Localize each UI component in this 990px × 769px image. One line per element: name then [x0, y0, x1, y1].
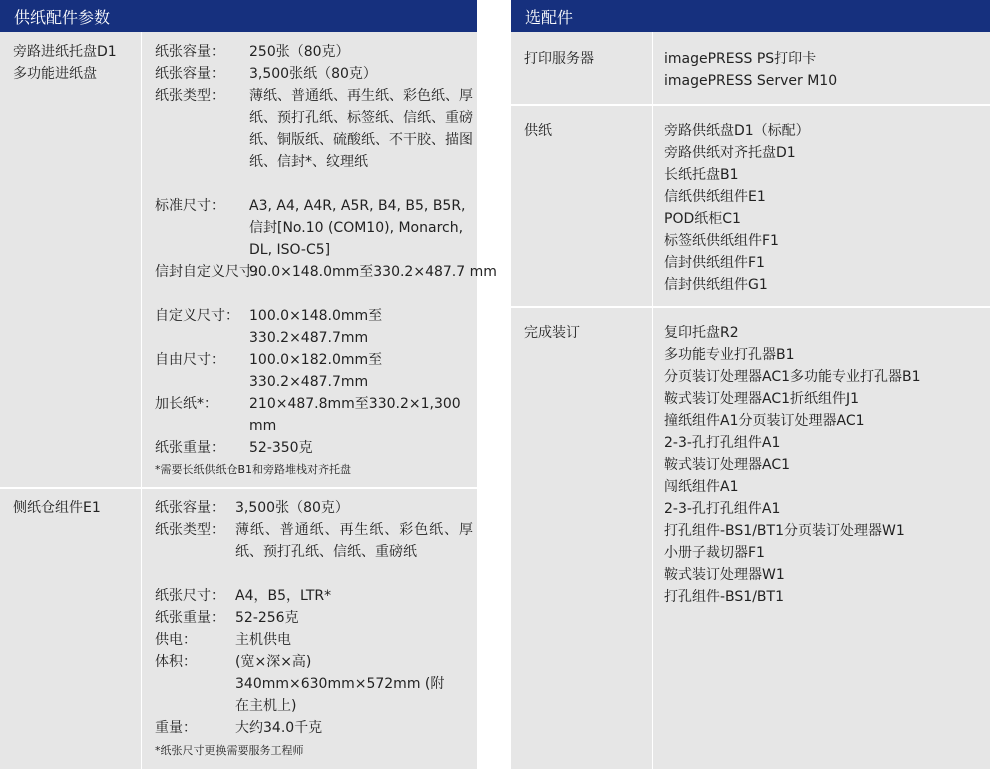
row-divider	[511, 306, 990, 308]
spec-key: 纸张重量：	[155, 440, 225, 456]
spec-key: 纸张类型：	[155, 88, 225, 104]
spec-key: 纸张类型：	[155, 522, 225, 538]
spec-key: 自由尺寸：	[155, 352, 225, 368]
column-divider	[652, 32, 653, 769]
option-item: 闯纸组件A1	[664, 479, 739, 495]
spec-row	[155, 393, 473, 437]
option-item: 标签纸供纸组件F1	[664, 233, 779, 249]
section-name: 旁路进纸托盘D1 多功能进纸盘	[13, 44, 117, 82]
spec-key: 供电：	[155, 632, 197, 648]
spec-row	[155, 63, 473, 85]
spec-value: 100.0×182.0mm至330.2×487.7mm	[249, 352, 383, 390]
column-divider	[141, 32, 142, 769]
option-item: 信纸供纸组件E1	[664, 189, 766, 205]
spec-row	[155, 195, 473, 261]
spec-value: 薄纸、普通纸、再生纸、彩色纸、厚纸、预打孔纸、标签纸、信纸、重磅纸、铜版纸、硫酸纸、不干胶、描图纸、信封*、纹理纸	[249, 88, 473, 170]
options-panel	[511, 0, 990, 769]
spec-row	[155, 41, 473, 63]
option-item: imagePRESS PS打印卡	[664, 51, 817, 67]
spec-value: A4，B5，LTR*	[235, 588, 332, 604]
option-item: 长纸托盘B1	[664, 167, 739, 183]
spec-value	[155, 261, 497, 283]
spec-value: (宽×深×高) 340mm×630mm×572mm (附在主机上)	[235, 654, 445, 714]
spec-value: 250张（80克）	[249, 44, 350, 60]
spec-row	[155, 85, 473, 173]
option-item: 鞍式装订处理器AC1折纸组件J1	[664, 391, 860, 407]
spec-key: 纸张尺寸：	[155, 588, 225, 604]
spec-key: 纸张容量：	[155, 66, 225, 82]
spec-value: 大约34.0千克	[235, 720, 323, 736]
spec-key: 体积：	[155, 654, 197, 670]
spec-row	[155, 261, 497, 283]
category-label: 完成装订	[524, 325, 580, 341]
panel-title: 选配件	[511, 0, 990, 32]
row-divider	[0, 487, 477, 489]
spec-value-text: 90.0×148.0mm至330.2×487.7 mm	[249, 264, 497, 280]
spec-row	[155, 349, 473, 393]
spec-row	[155, 717, 473, 739]
option-item: 信封供纸组件F1	[664, 255, 765, 271]
option-item: 旁路供纸盘D1（标配）	[664, 123, 810, 139]
option-item: 多功能专业打孔器B1	[664, 347, 795, 363]
category-label: 供纸	[524, 123, 552, 139]
spec-key: 自定义尺寸：	[155, 308, 239, 324]
option-item: 2-3-孔打孔组件A1	[664, 435, 781, 451]
option-item: 撞纸组件A1分页装订处理器AC1	[664, 413, 865, 429]
option-item: 信封供纸组件G1	[664, 277, 768, 293]
spec-key: 标准尺寸：	[155, 198, 225, 214]
footnote: *需要长纸供纸仓B1和旁路堆栈对齐托盘	[155, 463, 352, 476]
spec-key: 加长纸*：	[155, 396, 218, 412]
spec-row	[155, 585, 473, 607]
spec-value: 主机供电	[235, 632, 291, 648]
section-name: 侧纸仓组件E1	[13, 500, 101, 516]
category-label: 打印服务器	[524, 51, 594, 67]
spec-key: 纸张重量：	[155, 610, 225, 626]
spec-row	[155, 497, 473, 519]
spec-row	[155, 629, 473, 651]
spec-row	[155, 607, 473, 629]
spec-value: 52-350克	[249, 440, 313, 456]
row-divider	[511, 104, 990, 106]
option-item: 打孔组件-BS1/BT1	[664, 589, 784, 605]
option-item: imagePRESS Server M10	[664, 73, 838, 89]
option-item: 鞍式装订处理器AC1	[664, 457, 791, 473]
option-item: 鞍式装订处理器W1	[664, 567, 785, 583]
spec-value: A3, A4, A4R, A5R, B4, B5, B5R, 信封[No.10 (COM10), Monarch, DL, ISO-C5]	[249, 198, 466, 258]
spec-key: 纸张容量：	[155, 44, 225, 60]
option-item: 打孔组件-BS1/BT1分页装订处理器W1	[664, 523, 905, 539]
spec-key: 纸张容量：	[155, 500, 225, 516]
option-item: 旁路供纸对齐托盘D1	[664, 145, 796, 161]
spec-value: 3,500张（80克）	[235, 500, 349, 516]
spec-value: 210×487.8mm至330.2×1,300mm	[249, 396, 461, 434]
option-item: POD纸柜C1	[664, 211, 741, 227]
spec-row	[155, 519, 473, 563]
spec-value: 3,500张纸（80克）	[249, 66, 377, 82]
spec-key: 重量：	[155, 720, 197, 736]
option-item: 小册子裁切器F1	[664, 545, 765, 561]
panel-title: 供纸配件参数	[0, 0, 477, 32]
spec-value: 100.0×148.0mm至330.2×487.7mm	[249, 308, 383, 346]
spec-key: 信封自定义尺寸：	[155, 264, 267, 280]
footnote: *纸张尺寸更换需要服务工程师	[155, 744, 304, 757]
spec-row	[155, 651, 473, 717]
option-item: 分页装订处理器AC1多功能专业打孔器B1	[664, 369, 921, 385]
option-item: 2-3-孔打孔组件A1	[664, 501, 781, 517]
spec-value: 薄纸、普通纸、再生纸、彩色纸、厚纸、预打孔纸、信纸、重磅纸	[235, 522, 473, 560]
spec-row	[155, 305, 473, 349]
spec-row	[155, 437, 473, 459]
option-item: 复印托盘R2	[664, 325, 739, 341]
spec-value: 52-256克	[235, 610, 299, 626]
